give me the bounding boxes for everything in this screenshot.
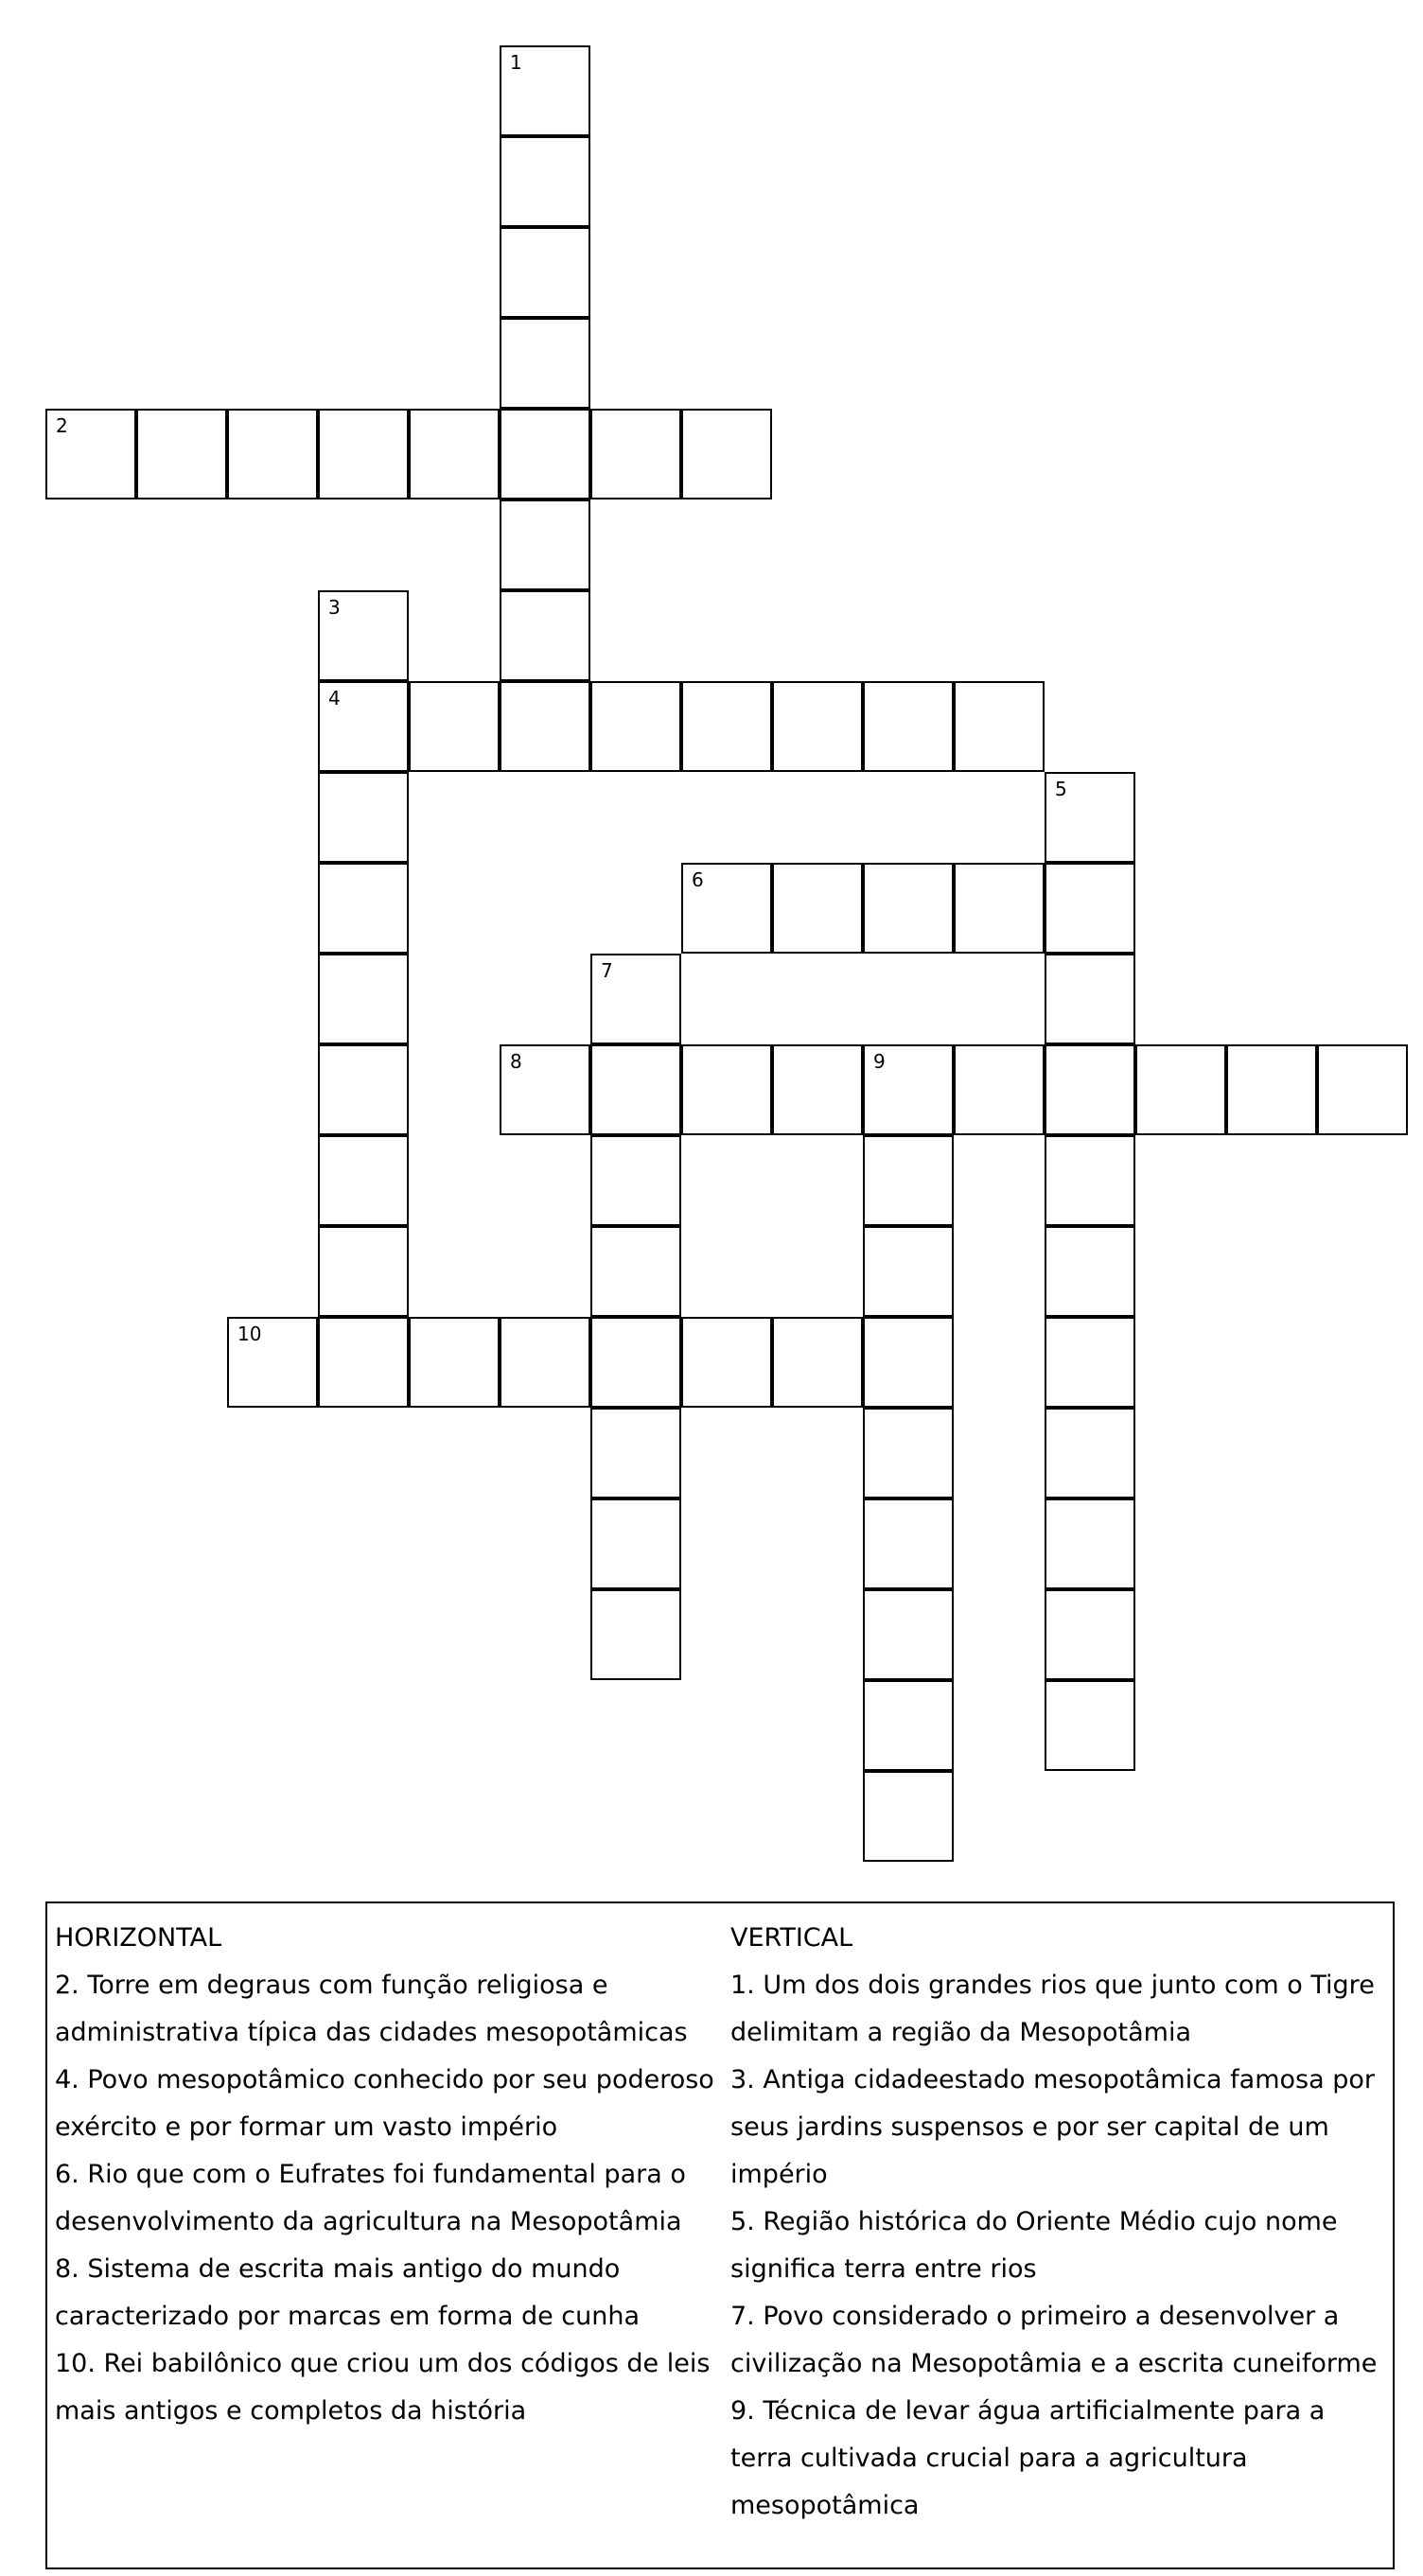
horizontal-clue-line: 6. Rio que com o Eufrates foi fundamental para o <box>55 2160 686 2189</box>
crossword-cell[interactable] <box>590 1226 681 1317</box>
vertical-clue-line: 3. Antiga cidadeestado mesopotâmica famosa por <box>730 2065 1375 2094</box>
clue-number: 6 <box>692 868 704 891</box>
vertical-clue-line: 9. Técnica de levar água artificialmente para a <box>730 2396 1326 2426</box>
crossword-cell[interactable] <box>863 681 954 772</box>
crossword-cell[interactable] <box>318 1317 409 1408</box>
crossword-cell[interactable] <box>1045 863 1135 954</box>
crossword-cell[interactable] <box>318 863 409 954</box>
crossword-cell[interactable] <box>1045 772 1135 863</box>
crossword-cell[interactable] <box>409 681 500 772</box>
horizontal-clues <box>55 1915 717 2435</box>
crossword-cell[interactable] <box>863 1408 954 1498</box>
crossword-cell[interactable] <box>590 409 681 499</box>
vertical-heading: VERTICAL <box>730 1923 853 1953</box>
crossword-cell[interactable] <box>590 1044 681 1135</box>
vertical-clue-line: mesopotâmica <box>730 2491 920 2520</box>
crossword-cell[interactable] <box>318 1135 409 1226</box>
crossword-cell[interactable] <box>1045 1408 1135 1498</box>
crossword-cell[interactable] <box>772 1317 863 1408</box>
crossword-cell[interactable] <box>1045 1498 1135 1589</box>
crossword-cell[interactable] <box>863 1135 954 1226</box>
crossword-cell[interactable] <box>1045 1226 1135 1317</box>
crossword-cell[interactable] <box>1045 1135 1135 1226</box>
crossword-cell[interactable] <box>681 1317 772 1408</box>
crossword-cell[interactable] <box>954 681 1045 772</box>
crossword-cell[interactable] <box>318 1226 409 1317</box>
crossword-cell[interactable] <box>1045 1044 1135 1135</box>
crossword-cell[interactable] <box>863 1498 954 1589</box>
horizontal-clue-line: 4. Povo mesopotâmico conhecido por seu poderoso <box>55 2065 714 2094</box>
crossword-cell[interactable] <box>863 863 954 954</box>
vertical-clue-line: civilização na Mesopotâmia e a escrita cuneiforme <box>730 2349 1378 2378</box>
crossword-cell[interactable] <box>863 1589 954 1680</box>
vertical-clue-line: 1. Um dos dois grandes rios que junto com o Tigre <box>730 1971 1375 2000</box>
vertical-clues <box>730 1915 1393 2530</box>
horizontal-clue-line: administrativa típica das cidades mesopotâmicas <box>55 2018 688 2047</box>
vertical-clue-line: terra cultivada crucial para a agricultura <box>730 2444 1248 2473</box>
crossword-cell[interactable] <box>772 863 863 954</box>
horizontal-clue-line: desenvolvimento da agricultura na Mesopotâmia <box>55 2207 682 2236</box>
crossword-cell[interactable] <box>1045 1317 1135 1408</box>
crossword-cell[interactable] <box>863 1317 954 1408</box>
vertical-clue-line: significa terra entre rios <box>730 2254 1037 2284</box>
crossword-cell[interactable] <box>681 681 772 772</box>
crossword-cell[interactable] <box>500 227 590 318</box>
crossword-cell[interactable] <box>500 318 590 409</box>
crossword-cell[interactable] <box>500 45 590 136</box>
crossword-cell[interactable] <box>863 1044 954 1135</box>
vertical-clue-line: 5. Região histórica do Oriente Médio cujo nome <box>730 2207 1338 2236</box>
crossword-cell[interactable] <box>590 1317 681 1408</box>
crossword-cell[interactable] <box>1045 1680 1135 1771</box>
vertical-clue-line: seus jardins suspensos e por ser capital de um <box>730 2112 1329 2142</box>
clue-number: 2 <box>56 414 68 437</box>
crossword-cell[interactable] <box>500 499 590 590</box>
crossword-cell[interactable] <box>227 1317 318 1408</box>
crossword-cell[interactable] <box>227 409 318 499</box>
vertical-clue-line: império <box>730 2160 828 2189</box>
crossword-cell[interactable] <box>1135 1044 1226 1135</box>
clue-number: 1 <box>510 51 522 74</box>
crossword-cell[interactable] <box>954 1044 1045 1135</box>
crossword-cell[interactable] <box>863 1771 954 1862</box>
crossword-cell[interactable] <box>681 863 772 954</box>
horizontal-clue-line: mais antigos e completos da história <box>55 2396 527 2426</box>
horizontal-clue-line: caracterizado por marcas em forma de cunha <box>55 2302 641 2331</box>
clue-number: 4 <box>328 687 341 710</box>
crossword-cell[interactable] <box>1317 1044 1408 1135</box>
crossword-cell[interactable] <box>772 681 863 772</box>
crossword-cell[interactable] <box>318 590 409 681</box>
crossword-cell[interactable] <box>318 772 409 863</box>
crossword-cell[interactable] <box>863 1680 954 1771</box>
crossword-cell[interactable] <box>318 681 409 772</box>
clues-panel <box>45 1901 1395 2569</box>
crossword-cell[interactable] <box>409 409 500 499</box>
crossword-cell[interactable] <box>590 1498 681 1589</box>
crossword-cell[interactable] <box>1045 954 1135 1044</box>
crossword-cell[interactable] <box>136 409 227 499</box>
horizontal-clue-line: 2. Torre em degraus com função religiosa e <box>55 1971 608 2000</box>
crossword-cell[interactable] <box>863 1226 954 1317</box>
crossword-cell[interactable] <box>590 681 681 772</box>
crossword-cell[interactable] <box>1045 1589 1135 1680</box>
crossword-cell[interactable] <box>318 954 409 1044</box>
crossword-cell[interactable] <box>500 681 590 772</box>
crossword-cell[interactable] <box>590 1408 681 1498</box>
crossword-cell[interactable] <box>590 954 681 1044</box>
crossword-cell[interactable] <box>500 1044 590 1135</box>
crossword-cell[interactable] <box>590 1135 681 1226</box>
crossword-cell[interactable] <box>500 136 590 227</box>
crossword-cell[interactable] <box>318 1044 409 1135</box>
clue-number: 7 <box>601 959 613 982</box>
horizontal-clue-line: 10. Rei babilônico que criou um dos códigos de leis <box>55 2349 711 2378</box>
vertical-clue-line: delimitam a região da Mesopotâmia <box>730 2018 1192 2047</box>
horizontal-heading: HORIZONTAL <box>55 1923 222 1953</box>
crossword-cell[interactable] <box>318 409 409 499</box>
crossword-cell[interactable] <box>590 1589 681 1680</box>
crossword-cell[interactable] <box>500 1317 590 1408</box>
vertical-clue-line: 7. Povo considerado o primeiro a desenvolver a <box>730 2302 1340 2331</box>
clue-number: 9 <box>873 1050 886 1073</box>
crossword-cell[interactable] <box>681 409 772 499</box>
clue-number: 10 <box>237 1323 262 1345</box>
crossword-cell[interactable] <box>409 1317 500 1408</box>
crossword-cell[interactable] <box>681 1044 772 1135</box>
clue-number: 5 <box>1055 778 1067 800</box>
crossword-cell[interactable] <box>500 590 590 681</box>
crossword-cell[interactable] <box>772 1044 863 1135</box>
horizontal-clue-line: 8. Sistema de escrita mais antigo do mundo <box>55 2254 621 2284</box>
horizontal-clue-line: exército e por formar um vasto império <box>55 2112 558 2142</box>
clue-number: 8 <box>510 1050 522 1073</box>
clue-number: 3 <box>328 596 341 619</box>
crossword-cell[interactable] <box>500 409 590 499</box>
crossword-cell[interactable] <box>45 409 136 499</box>
crossword-cell[interactable] <box>1226 1044 1317 1135</box>
crossword-cell[interactable] <box>954 863 1045 954</box>
